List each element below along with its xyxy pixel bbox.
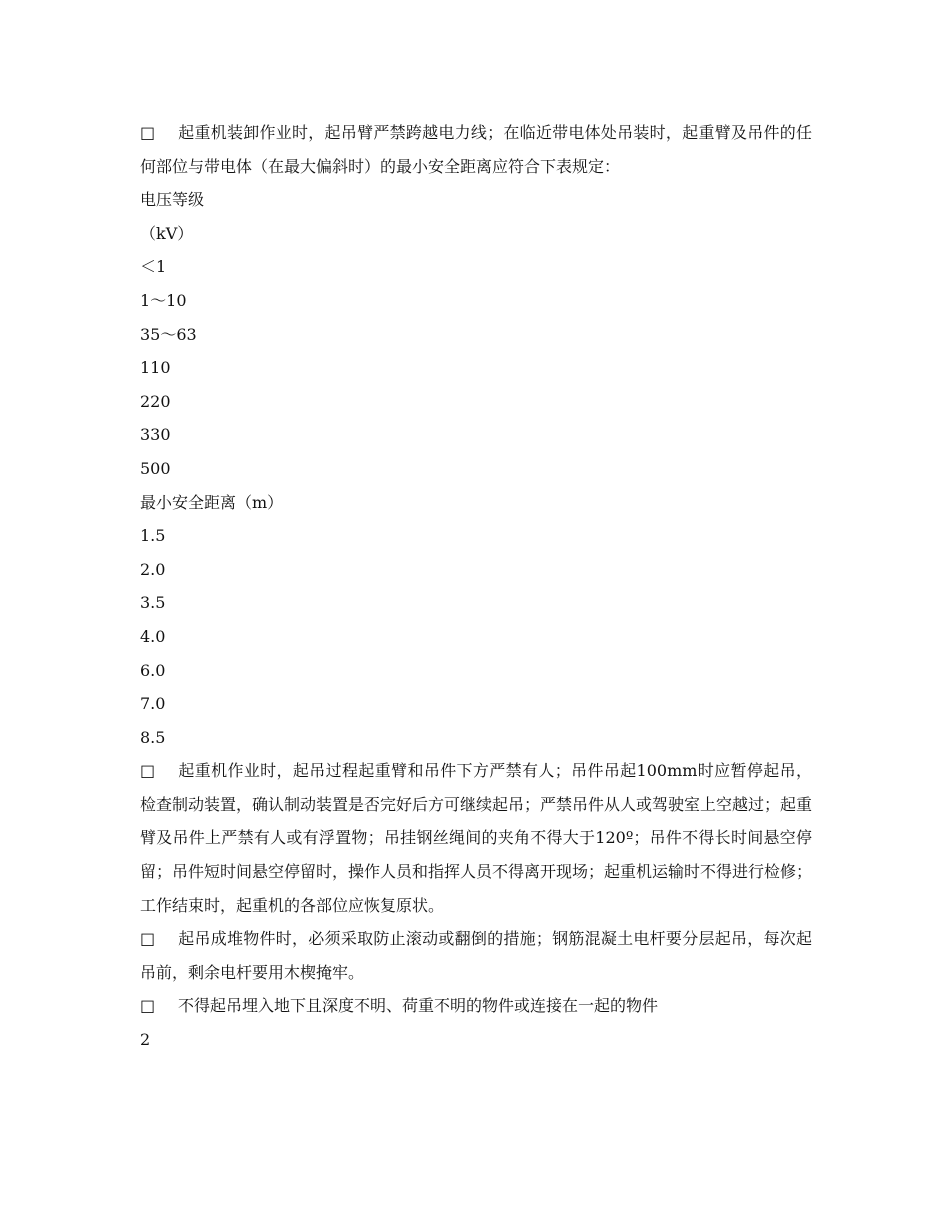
distance-header: 最小安全距离（m） — [140, 492, 284, 512]
checkbox-bullet: □ — [140, 996, 156, 1016]
distance-value: 7.0 — [140, 694, 166, 714]
distance-value: 2.0 — [140, 559, 166, 579]
paragraph-text: 起重机装卸作业时，起吊臂严禁跨越电力线；在临近带电体处吊装时，起重臂及吊件的任何部位与带电体（在最大偏斜时）的最小安全距离应符合下表规定： — [140, 123, 812, 176]
paragraph-text: 起吊成堆物件时，必须采取防止滚动或翻倒的措施；钢筋混凝土电杆要分层起吊，每次起吊前，剩余电杆要用木楔掩牢。 — [140, 929, 812, 982]
voltage-value: ＜1 — [140, 257, 167, 277]
paragraph-text: 起重机作业时，起吊过程起重臂和吊件下方严禁有人；吊件吊起100mm时应暂停起吊，检查制动装置，确认制动装置是否完好后方可继续起吊；严禁吊件从人或驾驶室上空越过；起重臂及吊件上严禁有人或有浮置物；吊挂钢丝绳间的夹角不得大于120º；吊件不得长时间悬空停留；吊件短时间悬空停留时，操作人员和指挥人员不得离开现场；起重机运输时不得进行检修；工作结束时，起重机的各部位应恢复原状。 — [140, 761, 813, 915]
distance-value: 6.0 — [140, 660, 166, 680]
checkbox-bullet: □ — [140, 929, 156, 949]
distance-value: 4.0 — [140, 626, 166, 646]
checkbox-bullet: □ — [140, 123, 156, 142]
voltage-value: 220 — [140, 391, 171, 411]
voltage-value: 35～63 — [140, 324, 197, 344]
paragraph-crane-operation — [140, 754, 812, 922]
voltage-value: 110 — [140, 358, 171, 378]
page-content — [140, 116, 812, 1057]
page-number: 2 — [140, 1030, 151, 1050]
distance-value: 1.5 — [140, 526, 166, 546]
paragraph-text: 不得起吊埋入地下且深度不明、荷重不明的物件或连接在一起的物件 — [178, 996, 659, 1016]
distance-value: 8.5 — [140, 727, 166, 747]
voltage-value: 1～10 — [140, 290, 187, 310]
paragraph-buried-items — [140, 989, 812, 1023]
paragraph-stacked-items — [140, 922, 812, 989]
distance-value: 3.5 — [140, 593, 166, 613]
voltage-header: 电压等级 — [140, 190, 205, 210]
paragraph-crane-powerline — [140, 116, 812, 183]
checkbox-bullet: □ — [140, 761, 156, 781]
voltage-value: 500 — [140, 458, 171, 478]
voltage-value: 330 — [140, 425, 171, 445]
voltage-unit: （kV） — [140, 223, 194, 243]
